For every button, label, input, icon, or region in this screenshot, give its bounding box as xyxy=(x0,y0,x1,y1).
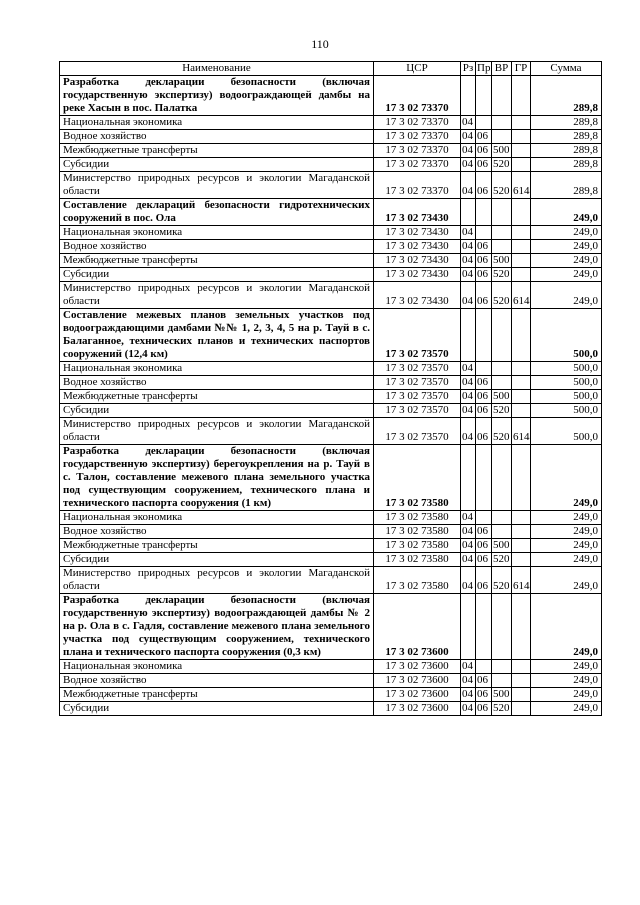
table-row xyxy=(60,254,602,268)
cell-pr: 06 xyxy=(476,390,492,404)
cell-pr: 06 xyxy=(476,376,492,390)
table-row xyxy=(60,376,602,390)
cell-sum: 500,0 xyxy=(531,390,602,404)
cell-vr: 520 xyxy=(493,702,510,714)
cell-sum: 249,0 xyxy=(531,674,602,688)
header-csr: ЦСР xyxy=(374,62,461,76)
cell-gr xyxy=(512,226,531,240)
cell-rz: 04 xyxy=(461,144,476,158)
cell-vr: 520 xyxy=(492,567,512,594)
cell-vr xyxy=(492,362,512,376)
cell-name: Национальная экономика xyxy=(60,226,374,240)
header-rz: Рз xyxy=(461,62,476,76)
table-row xyxy=(60,553,602,567)
cell-csr: 17 3 02 73580 xyxy=(374,445,461,511)
cell-pr: 06 xyxy=(476,282,492,309)
cell-name: Разработка декларации безопасности (включая государственную экспертизу) водоограждающей дамбы на реке Хасын в пос. Палатка xyxy=(60,76,374,116)
cell-csr: 17 3 02 73600 xyxy=(374,688,461,702)
header-pr: Пр xyxy=(477,62,491,74)
cell-csr: 17 3 02 73570 xyxy=(374,309,461,362)
cell-pr: 06 xyxy=(476,553,492,567)
cell-vr: 500 xyxy=(493,390,510,402)
cell-name: Межбюджетные трансферты xyxy=(60,390,374,404)
cell-csr: 17 3 02 73600 xyxy=(374,702,461,716)
cell-name: Субсидии xyxy=(60,404,374,418)
cell-pr: 06 xyxy=(476,130,492,144)
cell-name: Субсидии xyxy=(60,268,374,282)
cell-pr xyxy=(476,660,492,674)
cell-sum: 249,0 xyxy=(531,702,602,716)
cell-csr: 17 3 02 73370 xyxy=(374,158,461,172)
cell-rz: 04 xyxy=(461,418,476,445)
cell-pr: 06 xyxy=(476,702,492,716)
cell-name: Разработка декларации безопасности (включая государственную экспертизу) берегоукрепления на р. Тауй в с. Талон, составление межевого плана земельного участка под существующим сооружением, технического плана и технического паспорта сооружения (1 км) xyxy=(60,445,374,511)
cell-gr xyxy=(512,702,531,716)
cell-gr: 614 xyxy=(512,567,531,594)
cell-name: Составление межевых планов земельных участков под водоограждающими дамбами №№ 1, 2, 3, 4, 5 на р. Тауй в с. Балаганное, технических планов и технических паспортов сооружений (12,4 км) xyxy=(60,309,374,362)
cell-pr: 06 xyxy=(476,539,492,553)
cell-rz: 04 xyxy=(461,254,476,268)
cell-name: Межбюджетные трансферты xyxy=(60,144,374,158)
cell-pr xyxy=(476,309,492,362)
cell-vr xyxy=(492,594,512,660)
cell-vr xyxy=(492,376,512,390)
table-row xyxy=(60,702,602,716)
cell-sum: 249,0 xyxy=(531,511,602,525)
cell-csr: 17 3 02 73580 xyxy=(374,539,461,553)
cell-vr: 520 xyxy=(493,268,510,280)
cell-sum: 249,0 xyxy=(531,282,602,309)
cell-vr xyxy=(492,130,512,144)
table-row xyxy=(60,172,602,199)
cell-sum: 289,8 xyxy=(531,158,602,172)
cell-sum: 249,0 xyxy=(531,567,602,594)
table-row xyxy=(60,362,602,376)
cell-gr xyxy=(512,158,531,172)
cell-name: Разработка декларации безопасности (включая государственную экспертизу) водоограждающей дамбы № 2 на р. Ола в с. Гадля, составление межевого плана земельного участка под существующим сооружением, технического плана и технического паспорта сооружения (0,3 км) xyxy=(60,594,374,660)
cell-gr: 614 xyxy=(512,418,531,445)
cell-gr: 614 xyxy=(512,172,531,199)
cell-csr: 17 3 02 73370 xyxy=(374,130,461,144)
cell-pr xyxy=(476,116,492,130)
cell-pr: 06 xyxy=(476,254,492,268)
cell-name: Министерство природных ресурсов и экологии Магаданской области xyxy=(60,418,374,445)
cell-pr: 06 xyxy=(476,688,492,702)
table-row xyxy=(60,76,602,116)
table-body xyxy=(60,76,602,716)
cell-vr: 520 xyxy=(493,158,510,170)
cell-sum: 249,0 xyxy=(531,199,602,226)
table-row xyxy=(60,130,602,144)
table-row xyxy=(60,282,602,309)
cell-pr xyxy=(476,76,492,116)
table-row xyxy=(60,688,602,702)
cell-rz: 04 xyxy=(461,702,476,716)
cell-vr xyxy=(492,76,512,116)
cell-gr xyxy=(512,390,531,404)
cell-csr: 17 3 02 73580 xyxy=(374,567,461,594)
table-row xyxy=(60,539,602,553)
cell-sum: 249,0 xyxy=(531,594,602,660)
cell-gr: 614 xyxy=(512,282,531,309)
cell-gr xyxy=(512,130,531,144)
cell-name: Министерство природных ресурсов и экологии Магаданской области xyxy=(60,567,374,594)
cell-pr: 06 xyxy=(476,268,492,282)
cell-vr: 520 xyxy=(493,404,510,416)
cell-vr xyxy=(492,445,512,511)
cell-vr: 520 xyxy=(492,172,512,199)
cell-pr: 06 xyxy=(476,404,492,418)
cell-rz: 04 xyxy=(461,172,476,199)
cell-rz: 04 xyxy=(461,116,476,130)
cell-vr: 520 xyxy=(492,282,512,309)
cell-rz xyxy=(461,76,476,116)
cell-vr xyxy=(492,660,512,674)
cell-sum: 289,8 xyxy=(531,144,602,158)
cell-sum: 289,8 xyxy=(531,172,602,199)
cell-csr: 17 3 02 73370 xyxy=(374,116,461,130)
table-row xyxy=(60,116,602,130)
table-row xyxy=(60,309,602,362)
cell-csr: 17 3 02 73430 xyxy=(374,268,461,282)
cell-rz: 04 xyxy=(461,567,476,594)
cell-csr: 17 3 02 73570 xyxy=(374,390,461,404)
cell-name: Водное хозяйство xyxy=(60,130,374,144)
cell-name: Составление деклараций безопасности гидротехнических сооружений в пос. Ола xyxy=(60,199,374,226)
cell-gr xyxy=(512,511,531,525)
page-number: 110 xyxy=(311,37,329,51)
cell-csr: 17 3 02 73430 xyxy=(374,199,461,226)
cell-gr xyxy=(512,254,531,268)
cell-pr: 06 xyxy=(476,158,492,172)
table-row xyxy=(60,674,602,688)
cell-rz: 04 xyxy=(461,130,476,144)
table-row xyxy=(60,240,602,254)
cell-rz xyxy=(461,594,476,660)
cell-pr: 06 xyxy=(476,172,492,199)
cell-sum: 500,0 xyxy=(531,376,602,390)
cell-name: Межбюджетные трансферты xyxy=(60,254,374,268)
cell-gr xyxy=(512,199,531,226)
cell-rz xyxy=(461,445,476,511)
cell-gr xyxy=(512,688,531,702)
cell-vr: 500 xyxy=(493,539,510,551)
cell-gr xyxy=(512,268,531,282)
cell-name: Водное хозяйство xyxy=(60,376,374,390)
cell-name: Министерство природных ресурсов и экологии Магаданской области xyxy=(60,172,374,199)
cell-csr: 17 3 02 73580 xyxy=(374,511,461,525)
cell-vr xyxy=(492,116,512,130)
table-row xyxy=(60,445,602,511)
cell-pr xyxy=(476,594,492,660)
cell-csr: 17 3 02 73430 xyxy=(374,240,461,254)
cell-vr xyxy=(492,511,512,525)
table-row xyxy=(60,199,602,226)
cell-csr: 17 3 02 73580 xyxy=(374,525,461,539)
cell-gr xyxy=(512,404,531,418)
header-name: Наименование xyxy=(60,62,374,76)
cell-vr: 500 xyxy=(493,144,510,156)
cell-gr xyxy=(512,539,531,553)
table-row xyxy=(60,390,602,404)
cell-pr: 06 xyxy=(476,144,492,158)
cell-vr: 500 xyxy=(493,688,510,700)
cell-name: Межбюджетные трансферты xyxy=(60,688,374,702)
table-row xyxy=(60,660,602,674)
cell-rz: 04 xyxy=(461,376,476,390)
cell-sum: 249,0 xyxy=(531,688,602,702)
cell-pr xyxy=(476,199,492,226)
cell-rz: 04 xyxy=(461,511,476,525)
cell-sum: 249,0 xyxy=(531,226,602,240)
table-row xyxy=(60,404,602,418)
cell-sum: 289,8 xyxy=(531,130,602,144)
cell-gr xyxy=(512,594,531,660)
header-gr: ГР xyxy=(512,62,531,76)
cell-vr: 520 xyxy=(493,553,510,565)
cell-vr xyxy=(492,199,512,226)
cell-sum: 500,0 xyxy=(531,418,602,445)
table-row xyxy=(60,158,602,172)
cell-name: Водное хозяйство xyxy=(60,525,374,539)
cell-rz xyxy=(461,199,476,226)
cell-name: Национальная экономика xyxy=(60,362,374,376)
cell-name: Субсидии xyxy=(60,553,374,567)
cell-vr: 500 xyxy=(493,254,510,266)
cell-gr xyxy=(512,362,531,376)
cell-gr xyxy=(512,309,531,362)
cell-sum: 500,0 xyxy=(531,362,602,376)
cell-vr xyxy=(492,674,512,688)
cell-rz: 04 xyxy=(461,362,476,376)
cell-rz: 04 xyxy=(461,404,476,418)
cell-gr xyxy=(512,525,531,539)
cell-vr xyxy=(492,309,512,362)
cell-sum: 289,8 xyxy=(531,116,602,130)
cell-gr xyxy=(512,76,531,116)
cell-vr xyxy=(492,226,512,240)
cell-rz: 04 xyxy=(461,268,476,282)
cell-csr: 17 3 02 73370 xyxy=(374,172,461,199)
budget-table xyxy=(59,61,602,716)
table-row xyxy=(60,268,602,282)
cell-vr xyxy=(492,240,512,254)
cell-csr: 17 3 02 73370 xyxy=(374,144,461,158)
header-row xyxy=(60,62,602,76)
cell-pr: 06 xyxy=(476,418,492,445)
cell-csr: 17 3 02 73570 xyxy=(374,418,461,445)
cell-gr xyxy=(512,660,531,674)
cell-pr: 06 xyxy=(476,567,492,594)
cell-gr xyxy=(512,144,531,158)
cell-rz: 04 xyxy=(461,688,476,702)
cell-sum: 500,0 xyxy=(531,404,602,418)
cell-csr: 17 3 02 73570 xyxy=(374,404,461,418)
cell-rz: 04 xyxy=(461,240,476,254)
cell-sum: 249,0 xyxy=(531,525,602,539)
cell-name: Субсидии xyxy=(60,702,374,716)
cell-pr: 06 xyxy=(476,525,492,539)
cell-sum: 249,0 xyxy=(531,240,602,254)
cell-gr xyxy=(512,376,531,390)
cell-sum: 249,0 xyxy=(531,539,602,553)
cell-gr xyxy=(512,553,531,567)
cell-sum: 289,8 xyxy=(531,76,602,116)
cell-rz: 04 xyxy=(461,226,476,240)
cell-pr xyxy=(476,445,492,511)
table-row xyxy=(60,226,602,240)
cell-csr: 17 3 02 73600 xyxy=(374,660,461,674)
cell-sum: 249,0 xyxy=(531,553,602,567)
cell-pr: 06 xyxy=(476,240,492,254)
cell-csr: 17 3 02 73570 xyxy=(374,362,461,376)
cell-gr xyxy=(512,674,531,688)
cell-gr xyxy=(512,116,531,130)
header-sum: Сумма xyxy=(531,62,602,76)
cell-csr: 17 3 02 73570 xyxy=(374,376,461,390)
cell-name: Национальная экономика xyxy=(60,660,374,674)
table-row xyxy=(60,418,602,445)
cell-csr: 17 3 02 73600 xyxy=(374,674,461,688)
cell-rz: 04 xyxy=(461,525,476,539)
table-row xyxy=(60,594,602,660)
cell-rz: 04 xyxy=(461,390,476,404)
cell-pr xyxy=(476,226,492,240)
table-row xyxy=(60,144,602,158)
cell-vr: 520 xyxy=(492,418,512,445)
cell-csr: 17 3 02 73600 xyxy=(374,594,461,660)
table-row xyxy=(60,567,602,594)
cell-sum: 500,0 xyxy=(531,309,602,362)
cell-gr xyxy=(512,445,531,511)
cell-rz: 04 xyxy=(461,674,476,688)
cell-name: Министерство природных ресурсов и экологии Магаданской области xyxy=(60,282,374,309)
cell-gr xyxy=(512,240,531,254)
table-row xyxy=(60,525,602,539)
cell-rz: 04 xyxy=(461,158,476,172)
cell-rz: 04 xyxy=(461,282,476,309)
cell-rz: 04 xyxy=(461,660,476,674)
cell-name: Водное хозяйство xyxy=(60,240,374,254)
cell-pr xyxy=(476,362,492,376)
cell-pr: 06 xyxy=(476,674,492,688)
cell-name: Межбюджетные трансферты xyxy=(60,539,374,553)
cell-rz: 04 xyxy=(461,539,476,553)
cell-rz xyxy=(461,309,476,362)
cell-csr: 17 3 02 73430 xyxy=(374,254,461,268)
cell-csr: 17 3 02 73580 xyxy=(374,553,461,567)
header-vr: ВР xyxy=(492,62,512,76)
table-row xyxy=(60,511,602,525)
cell-sum: 249,0 xyxy=(531,445,602,511)
cell-csr: 17 3 02 73430 xyxy=(374,282,461,309)
cell-csr: 17 3 02 73370 xyxy=(374,76,461,116)
cell-name: Водное хозяйство xyxy=(60,674,374,688)
cell-sum: 249,0 xyxy=(531,268,602,282)
cell-name: Национальная экономика xyxy=(60,116,374,130)
cell-rz: 04 xyxy=(461,553,476,567)
cell-csr: 17 3 02 73430 xyxy=(374,226,461,240)
cell-sum: 249,0 xyxy=(531,254,602,268)
cell-name: Субсидии xyxy=(60,158,374,172)
cell-sum: 249,0 xyxy=(531,660,602,674)
cell-name: Национальная экономика xyxy=(60,511,374,525)
cell-vr xyxy=(492,525,512,539)
cell-pr xyxy=(476,511,492,525)
